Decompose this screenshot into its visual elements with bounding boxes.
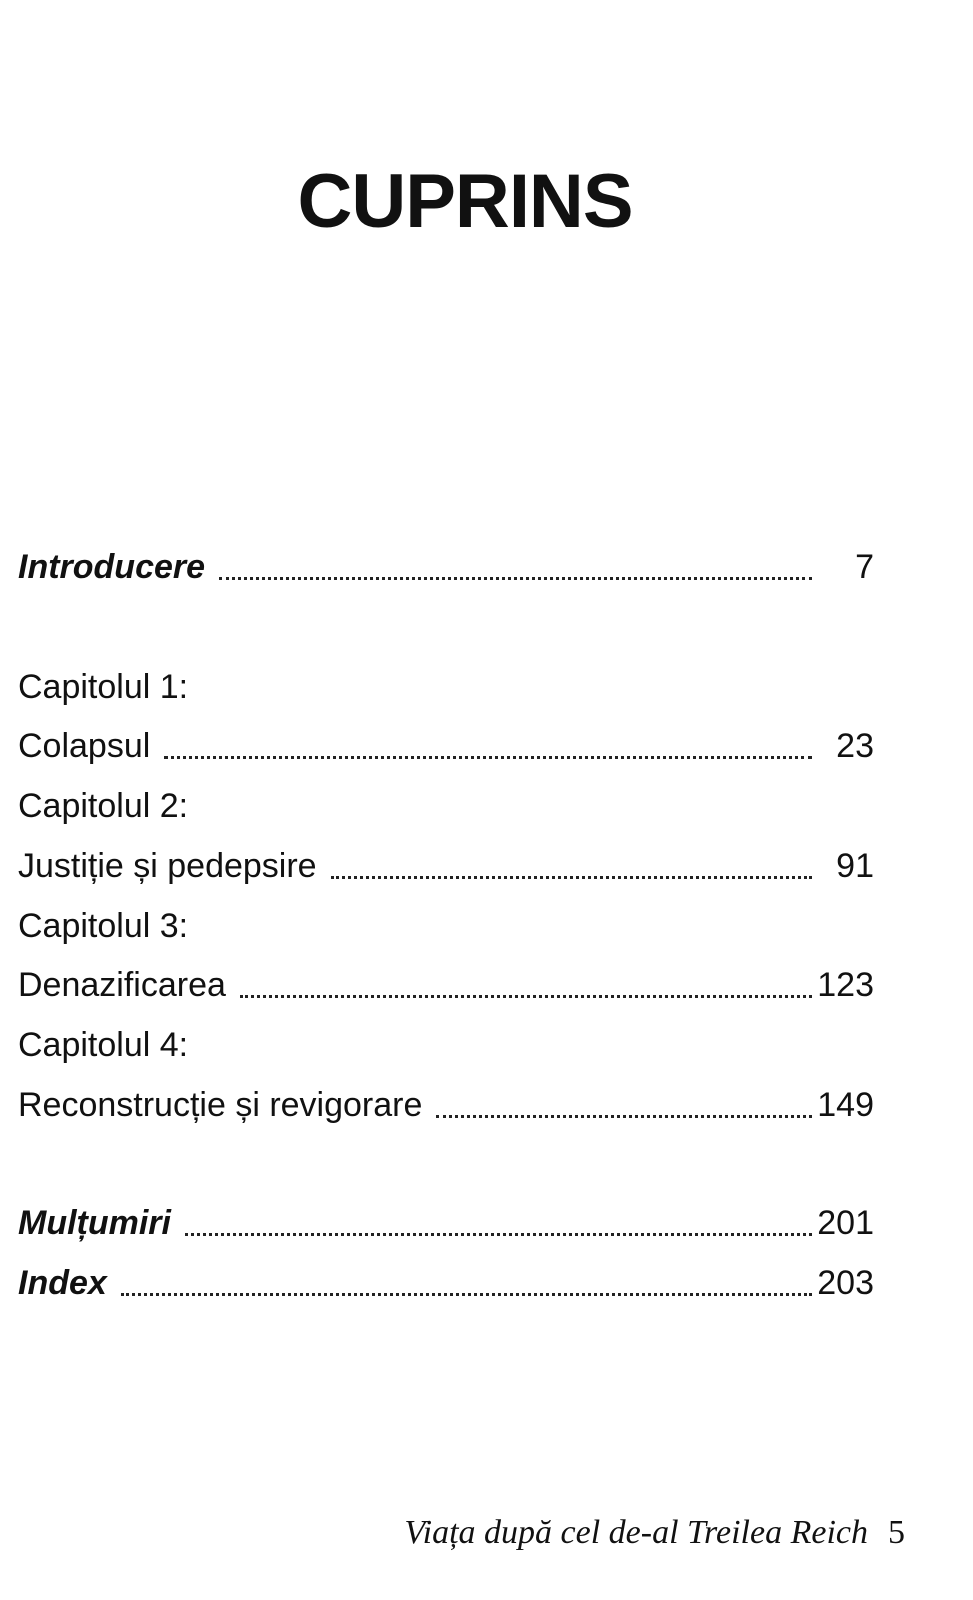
toc-entry-label: Denazificarea [18, 966, 226, 1004]
chapter-heading: Capitolul 2: [18, 787, 189, 825]
page-title: CUPRINS [297, 159, 633, 244]
chapter-heading: Capitolul 1: [18, 668, 189, 706]
toc-entry-introduction[interactable] [18, 546, 874, 588]
toc-entry-chapter-2[interactable] [18, 845, 874, 887]
dot-leader [121, 1293, 812, 1296]
dot-leader [219, 577, 812, 580]
toc-entry-label: Index [18, 1264, 107, 1302]
toc-entry-index[interactable] [18, 1262, 874, 1304]
toc-entry-page: 123 [817, 966, 874, 1004]
toc-entry-page: 201 [817, 1204, 874, 1242]
dot-leader [331, 876, 812, 879]
toc-entry-chapter-3[interactable] [18, 964, 874, 1006]
dot-leader [436, 1115, 812, 1118]
toc-entry-page: 7 [855, 548, 874, 586]
toc-entry-label: Mulțumiri [18, 1204, 171, 1242]
footer-book-title: Viața după cel de-al Treilea Reich [404, 1514, 868, 1551]
toc-entry-chapter-1[interactable] [18, 725, 874, 767]
toc-entry-label: Colapsul [18, 727, 151, 765]
dot-leader [164, 756, 812, 759]
toc-entry-page: 149 [817, 1086, 874, 1124]
toc-entry-label: Reconstrucție și revigorare [18, 1086, 423, 1124]
running-footer [404, 1512, 905, 1554]
toc-entry-page: 91 [836, 847, 874, 885]
chapter-heading: Capitolul 4: [18, 1026, 189, 1064]
dot-leader [240, 995, 812, 998]
footer-page-number: 5 [888, 1514, 905, 1551]
toc-entry-page: 23 [836, 727, 874, 765]
toc-entry-acknowledgements[interactable] [18, 1202, 874, 1244]
toc-entry-page: 203 [817, 1264, 874, 1302]
dot-leader [185, 1233, 812, 1236]
chapter-heading: Capitolul 3: [18, 907, 189, 945]
toc-entry-chapter-4[interactable] [18, 1084, 874, 1126]
toc-entry-label: Introducere [18, 548, 206, 586]
toc-entry-label: Justiție și pedepsire [18, 847, 317, 885]
